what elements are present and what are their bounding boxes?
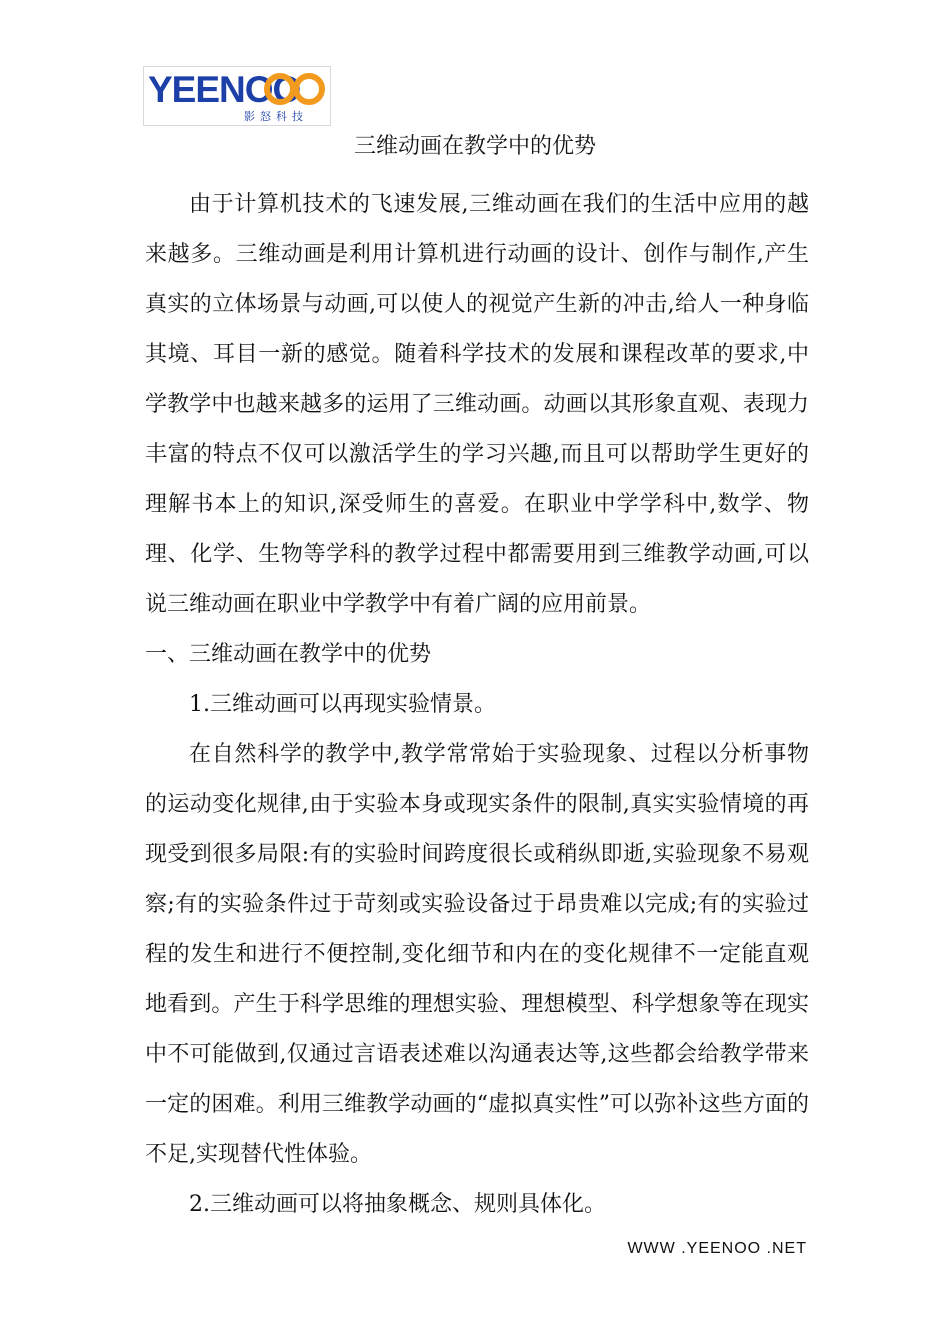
section-heading: 一、三维动画在教学中的优势 [145, 642, 432, 667]
subheading-1: 1.三维动画可以再现实验情景。 [189, 692, 496, 717]
logo-wordmark-yeen: YEENOO [148, 69, 301, 110]
document-title: 三维动画在教学中的优势 [353, 134, 596, 159]
logo-tagline: 影怒科技 [244, 110, 308, 123]
subheading-2: 2.三维动画可以将抽象概念、规则具体化。 [189, 1192, 606, 1217]
intro-paragraph: 由于计算机技术的飞速发展,三维动画在我们的生活中应用的越来越多。三维动画是利用计算机进行动画的设计、创作与制作,产生真实的立体场景与动画,可以使人的视觉产生新的冲击,给人一种身临其境、耳目一新的感觉。随着科学技术的发展和课程改革的要求,中学教学中也越来越多的运用了三维动画。动画以其形象直观、表现力丰富的特点不仅可以激活学生的学习兴趣,而且可以帮助学生更好的理解书本上的知识,深受师生的喜爱。在职业中学学科中,数学、物理、化学、生物等学科的教学过程中都需要用到三维教学动画,可以说三维动画在职业中学教学中有着广阔的应用前景。 [145, 192, 809, 617]
yeenoo-logo-graphic [144, 67, 330, 125]
document-body [145, 180, 809, 1230]
body-paragraph: 在自然科学的教学中,教学常常始于实验现象、过程以分析事物的运动变化规律,由于实验本身或现实条件的限制,真实实验情境的再现受到很多局限:有的实验时间跨度很长或稍纵即逝,实验现象不易观察;有的实验条件过于苛刻或实验设备过于昂贵难以完成;有的实验过程的发生和进行不便控制,变化细节和内在的变化规律不一定能直观地看到。产生于科学思维的理想实验、理想模型、科学想象等在现实中不可能做到,仅通过言语表述难以沟通表达等,这些都会给教学带来一定的困难。利用三维教学动画的“虚拟真实性”可以弥补这些方面的不足,实现替代性体验。 [145, 742, 809, 1167]
footer-website-url: WWW .YEENOO .NET [627, 1240, 807, 1257]
company-logo [143, 66, 331, 126]
